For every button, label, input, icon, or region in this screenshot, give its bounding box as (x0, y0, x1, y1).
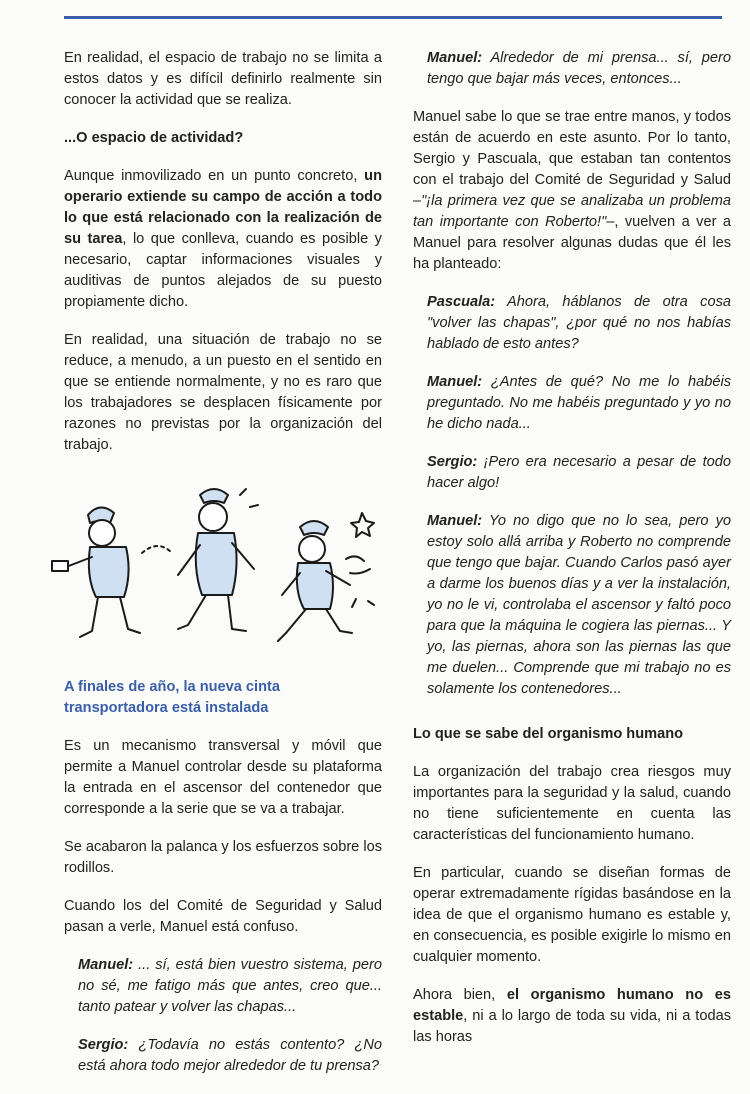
section-heading-cinta: A finales de año, la nueva cinta transportadora está instalada (64, 679, 280, 716)
paragraph-palanca: Se acabaron la palanca y los esfuerzos sobre los rodillos. (64, 839, 383, 876)
dialogue-sergio-2: Sergio: ¡Pero era necesario a pesar de todo hacer algo! (427, 454, 731, 491)
dialogue-pascuala: Pascuala: Ahora, háblanos de otra cosa "volver las chapas", ¿por qué no nos habías hablado de esto antes? (427, 294, 731, 352)
workers-illustration (50, 473, 380, 663)
dialogue-sergio-1: Sergio: ¿Todavía no estás contento? ¿No está ahora todo mejor alrededor de tu prensa? (78, 1037, 382, 1074)
dialogue-manuel-2: Manuel: Alrededor de mi prensa... sí, pero tengo que bajar más veces, entonces... (427, 50, 731, 87)
dialogue-manuel-1: Manuel: ... sí, está bien vuestro sistema, pero no sé, me fatigo más que antes, creo que... tanto patear y volver las chapas... (78, 957, 382, 1015)
section-heading-activity: ...O espacio de actividad? (64, 130, 244, 146)
right-column (413, 48, 731, 1065)
dialogue-manuel-3: Manuel: ¿Antes de qué? No me lo habéis preguntado. No me habéis preguntado y yo no he dicho nada... (427, 374, 731, 432)
paragraph-operario: Aunque inmovilizado en un punto concreto, un operario extiende su campo de acción a todo lo que está relacionado con la realización de su tarea, lo que conlleva, cuando es posible y necesario, captar informaciones visuales y auditivas de puntos alejados de su puesto propiamente dicho. (64, 168, 382, 310)
paragraph-situacion: En realidad, una situación de trabajo no se reduce, a menudo, a un puesto en el sentido en que se entiende normalmente, y no es raro que los trabajadores se desplacen físicamente por razones no previstas por la organización del trabajo. (64, 332, 382, 453)
dialogue-manuel-4: Manuel: Yo no digo que no lo sea, pero yo estoy solo allá arriba y Roberto no comprende que tengo que bajar. Cuando Carlos pasó ayer a darme los buenos días y a ver la instalación, yo no le vi, controlaba el ascensor y faltó poco para que la máquina le cogiera las piernas... Y yo, las piernas, ahora son las piernas las que me duelen... Comprende que mi trabajo no es solamente los contenedores... (427, 513, 731, 697)
left-column (64, 48, 382, 1094)
paragraph-mecanismo: Es un mecanismo transversal y móvil que permite a Manuel controlar desde su plataforma la entrada en el ascensor del contenedor que corresponde a la serie que se va a trabajar. (64, 738, 382, 817)
paragraph-organizacion: La organización del trabajo crea riesgos muy importantes para la seguridad y la salud, cuando no tiene suficientemente en cuenta las características del funcionamiento humano. (413, 764, 731, 843)
paragraph-manuel-sabe: Manuel sabe lo que se trae entre manos, y todos están de acuerdo en este asunto. Por lo tanto, Sergio y Pascuala, que estaban tan contentos con el trabajo del Comité de Seguridad y Salud –"¡la primera vez que se analizaba un problema tan importante con Roberto!"–, vuelven a ver a Manuel para resolver algunas dudas que él les ha planteado: (413, 109, 731, 272)
paragraph-particular: En particular, cuando se diseñan formas de operar extremadamente rígidas basándose en la idea de que el organismo humano es estable y, en consecuencia, es posible exigirle lo mismo en cualquier momento. (413, 865, 731, 965)
paragraph-ahora-bien: Ahora bien, el organismo humano no es estable, ni a lo largo de toda su vida, ni a todas las horas (413, 987, 731, 1045)
top-rule (64, 16, 722, 19)
paragraph-comite: Cuando los del Comité de Seguridad y Salud pasan a verle, Manuel está confuso. (64, 898, 382, 935)
section-heading-organismo: Lo que se sabe del organismo humano (413, 726, 684, 742)
paragraph-intro: En realidad, el espacio de trabajo no se limita a estos datos y es difícil definirlo realmente sin conocer la actividad que se realiza. (64, 50, 382, 108)
